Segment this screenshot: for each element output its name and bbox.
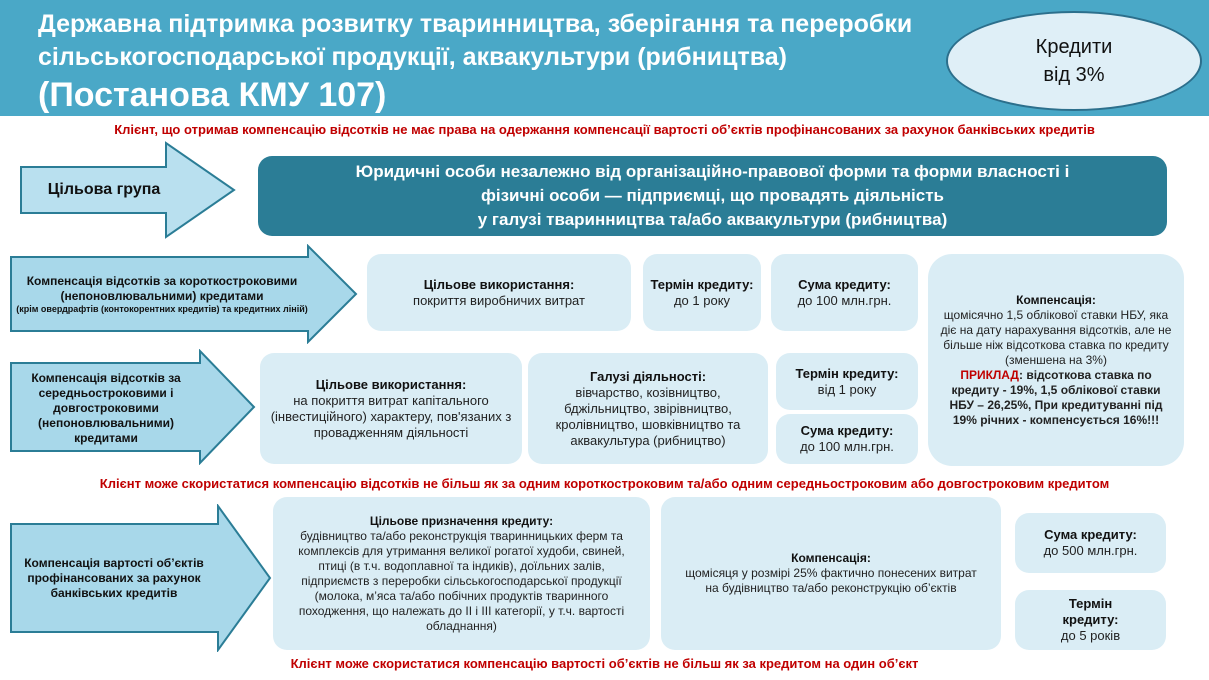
long-term-branches-head: Галузі діяльності: <box>589 368 707 384</box>
compensation-body: щомісячно 1,5 облікової ставки НБУ, яка діє на дату нарахування відсотків, але не більше ніж відсоткова ставка по кредиту (зменшена на 3%) <box>940 307 1172 367</box>
short-term-sum-box <box>771 254 918 331</box>
long-term-sum-head: Сума кредиту: <box>800 423 894 438</box>
credits-oval <box>946 11 1202 111</box>
long-term-branches-box <box>528 353 768 464</box>
target-text-1: Юридичні особи незалежно від організаційно-правової форми та форми власності і <box>355 162 1070 181</box>
short-term-sum-body: до 100 млн.грн. <box>797 292 892 308</box>
short-term-use-head: Цільове використання: <box>423 276 575 292</box>
target-text-2: фізичні особи — підприємці, що провадять діяльність <box>480 186 944 205</box>
compensation-head: Компенсація: <box>1016 292 1096 307</box>
example-label: ПРИКЛАД <box>960 367 1019 382</box>
objects-sum-box <box>1015 513 1166 573</box>
long-term-sum-box <box>776 414 918 464</box>
objects-comp-head: Компенсація: <box>791 551 871 565</box>
objects-compensation-box <box>661 497 1001 650</box>
long-term-arrow <box>10 349 256 465</box>
page-title <box>38 8 998 116</box>
objects-sum-body: до 500 млн.грн. <box>1043 543 1138 558</box>
note-bottom: Клієнт може скористатися компенсацію вартості об’єктів не більш як за кредитом на один об’єкт <box>290 656 919 671</box>
target-group-arrow <box>20 141 236 239</box>
target-group-label: Цільова група <box>47 181 161 198</box>
long-term-term-body: від 1 року <box>817 381 877 397</box>
target-group-box <box>258 156 1167 236</box>
note-middle: Клієнт може скористатися компенсацію відсотків не більш як за одним короткостроковим та/або одним середньостроковим або довгостроковим кредитом <box>99 476 1110 491</box>
objects-purpose-head: Цільове призначення кредиту: <box>369 513 554 528</box>
short-term-use-body: покриття виробничих витрат <box>413 292 585 308</box>
short-term-term-box <box>643 254 761 331</box>
short-term-label <box>16 258 308 330</box>
objects-term-box <box>1015 590 1166 650</box>
compensation-example <box>938 368 1174 428</box>
long-term-use-box <box>260 353 522 464</box>
compensation-box <box>928 254 1184 466</box>
short-term-term-head: Термін кредиту: <box>650 276 754 292</box>
credits-line-2: від 3% <box>1043 64 1105 86</box>
objects-term-head: Термін кредиту: <box>1062 596 1119 627</box>
objects-arrow <box>10 504 272 652</box>
objects-label: Компенсація вартості об’єктів профінансованих за рахунок банківських кредитів <box>24 555 204 600</box>
long-term-use-body: на покриття витрат капітального (інвестиційного) характеру, пов'язаних з провадженням діяльності <box>270 392 512 440</box>
short-term-term-body: до 1 року <box>673 292 731 308</box>
long-term-term-head: Термін кредиту: <box>795 365 899 381</box>
title-line-2: сільськогосподарської продукції, аквакультури (рибництва) <box>38 43 787 71</box>
short-term-arrow <box>10 244 358 344</box>
note-top: Клієнт, що отримав компенсацію відсотків не має права на одержання компенсації вартості об’єктів профінансованих за рахунок банківських кредитів <box>114 122 1095 137</box>
objects-term-body: до 5 років <box>1060 628 1121 643</box>
example-body: : відсоткова ставка по кредиту - 19%, 1,5 облікової ставки НБУ – 26,25%, При кредитуванні під 19% річних - компенсується 16%!!! <box>949 367 1163 427</box>
short-term-sum-head: Сума кредиту: <box>798 276 891 292</box>
title-line-1: Державна підтримка розвитку тваринництва, зберігання та переробки <box>38 10 913 38</box>
objects-comp-body: щомісяця у розмірі 25% фактично понесених витрат на будівництво та/або реконструкцію об’єктів <box>685 566 977 595</box>
short-term-title: Компенсація відсотків за короткостроковими (непоновлювальними) кредитами <box>26 273 298 303</box>
long-term-branches-body: вівчарство, козівництво, бджільництво, звірівництво, кролівництво, шовківництво та аквакультура (рибництво) <box>555 384 741 448</box>
credits-line-1: Кредити <box>1035 36 1113 58</box>
long-term-label: Компенсація відсотків за середньостроковими і довгостроковими (непоновлювальними) кредитами <box>31 370 181 445</box>
title-line-3: (Постанова КМУ 107) <box>38 76 387 114</box>
long-term-term-box <box>776 353 918 410</box>
objects-purpose-body: будівництво та/або реконструкція тваринницьких ферм та комплексів для утримання великої рогатої худоби, свиней, птиці (в т.ч. водоплавної та індиків), доїльних залів, підприємств з переробки сільськогосподарської продукції (молока, м’яса та/або побічних продуктів тваринного походження, що належать до II і III категорії, у т.ч. вартості обладнання) <box>298 528 625 633</box>
objects-sum-head: Сума кредиту: <box>1044 527 1137 542</box>
long-term-use-head: Цільове використання: <box>315 376 467 392</box>
objects-purpose-box <box>273 497 650 650</box>
target-text-3: у галузі тваринництва та/або аквакультури (рибництва) <box>477 210 948 229</box>
short-term-subtitle: (крім овердрафтів (контокорентних кредитів) та кредитних ліній) <box>16 303 308 314</box>
short-term-use-box <box>367 254 631 331</box>
long-term-sum-body: до 100 млн.грн. <box>800 439 894 454</box>
